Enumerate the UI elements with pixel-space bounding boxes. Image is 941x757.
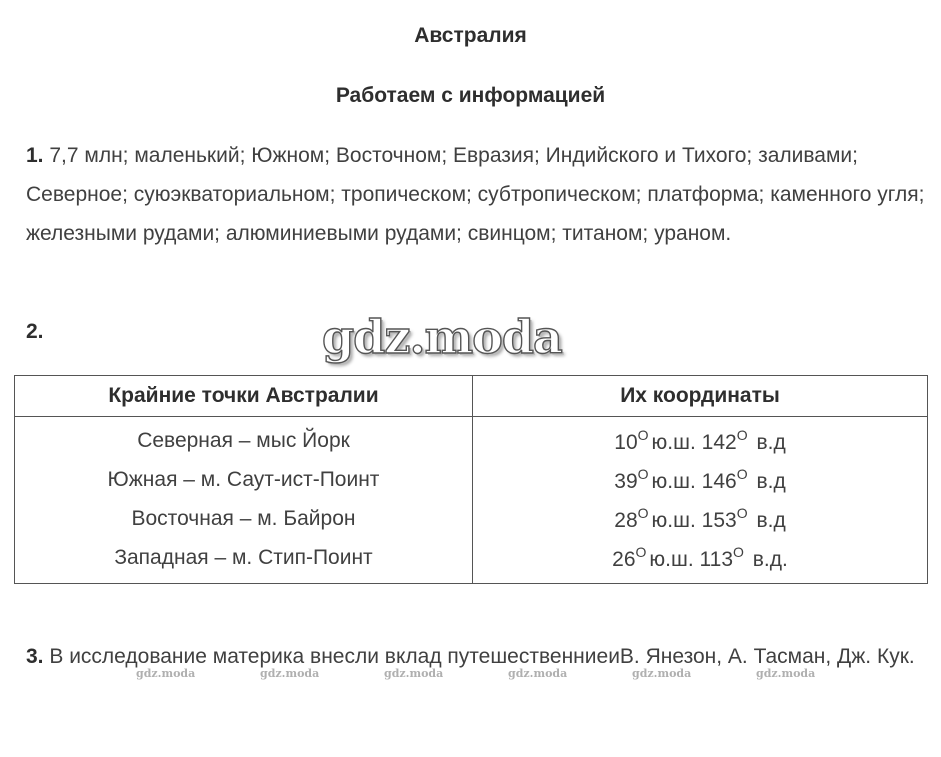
longitude-value: 153: [701, 508, 737, 532]
header-coordinates: Их координаты: [473, 376, 928, 417]
latitude-label: ю.ш.: [651, 508, 696, 532]
latitude-value: 10: [614, 430, 638, 454]
degree-sign: O: [637, 465, 649, 482]
point-name: Северная – мыс Йорк: [15, 417, 473, 461]
page-subtitle: Работаем с информацией: [335, 84, 606, 107]
watermark-text: gdz.moda: [260, 667, 320, 680]
longitude-value: 142: [701, 430, 737, 454]
point-coordinates: [473, 417, 928, 461]
latitude-label: ю.ш.: [649, 547, 694, 571]
table-row: [15, 538, 928, 584]
longitude-value: 146: [701, 469, 737, 493]
longitude-label: в.д: [756, 508, 786, 532]
watermark-text: gdz.moda: [508, 667, 568, 680]
point-coordinates: [473, 499, 928, 538]
degree-sign: O: [637, 504, 649, 521]
latitude-value: 39: [614, 469, 638, 493]
point-name: Западная – м. Стип-Поинт: [15, 538, 473, 584]
table-row: [15, 460, 928, 499]
watermark-text: gdz.moda: [756, 667, 816, 680]
degree-sign: O: [635, 543, 647, 560]
degree-sign: O: [736, 504, 748, 521]
task-1: [26, 136, 926, 253]
latitude-label: ю.ш.: [651, 469, 696, 493]
point-name: Восточная – м. Байрон: [15, 499, 473, 538]
task-3-number: 3.: [26, 645, 44, 668]
longitude-label: в.д: [756, 469, 786, 493]
watermark-text: gdz.moda: [136, 667, 196, 680]
task-3-text: В исследование материка внесли вклад путешественниеиВ. Янезон, А. Тасман, Дж. Кук.: [43, 645, 915, 668]
degree-sign: O: [736, 426, 748, 443]
task-1-text: 7,7 млн; маленький; Южном; Восточном; Евразия; Индийского и Тихого; заливами; Северное; суюэкваториальном; тропическом; субтропическом; платформа; каменного угля; железными рудами; алюминиевыми рудами; свинцом; титаном; ураном.: [26, 144, 925, 245]
longitude-value: 113: [699, 547, 734, 571]
latitude-value: 28: [614, 508, 638, 532]
table-row: [15, 417, 928, 461]
point-name: Южная – м. Саут-ист-Поинт: [15, 460, 473, 499]
watermark-logo: gdz.moda: [322, 310, 562, 364]
point-coordinates: [473, 460, 928, 499]
degree-sign: O: [733, 543, 744, 560]
page-title: Австралия: [414, 24, 527, 47]
watermark-text: gdz.moda: [384, 667, 444, 680]
latitude-label: ю.ш.: [651, 430, 696, 454]
task-2-number: 2.: [26, 320, 44, 343]
longitude-label: в.д.: [752, 547, 788, 571]
degree-sign: O: [736, 465, 748, 482]
header-points: Крайние точки Австралии: [15, 376, 473, 417]
longitude-label: в.д: [756, 430, 786, 454]
task-1-number: 1.: [26, 144, 44, 167]
watermark-text: gdz.moda: [632, 667, 692, 680]
point-coordinates: [473, 538, 928, 584]
table-header-row: [15, 376, 928, 417]
latitude-value: 26: [612, 547, 636, 571]
degree-sign: O: [637, 426, 649, 443]
extreme-points-table: [14, 375, 928, 584]
table-row: [15, 499, 928, 538]
